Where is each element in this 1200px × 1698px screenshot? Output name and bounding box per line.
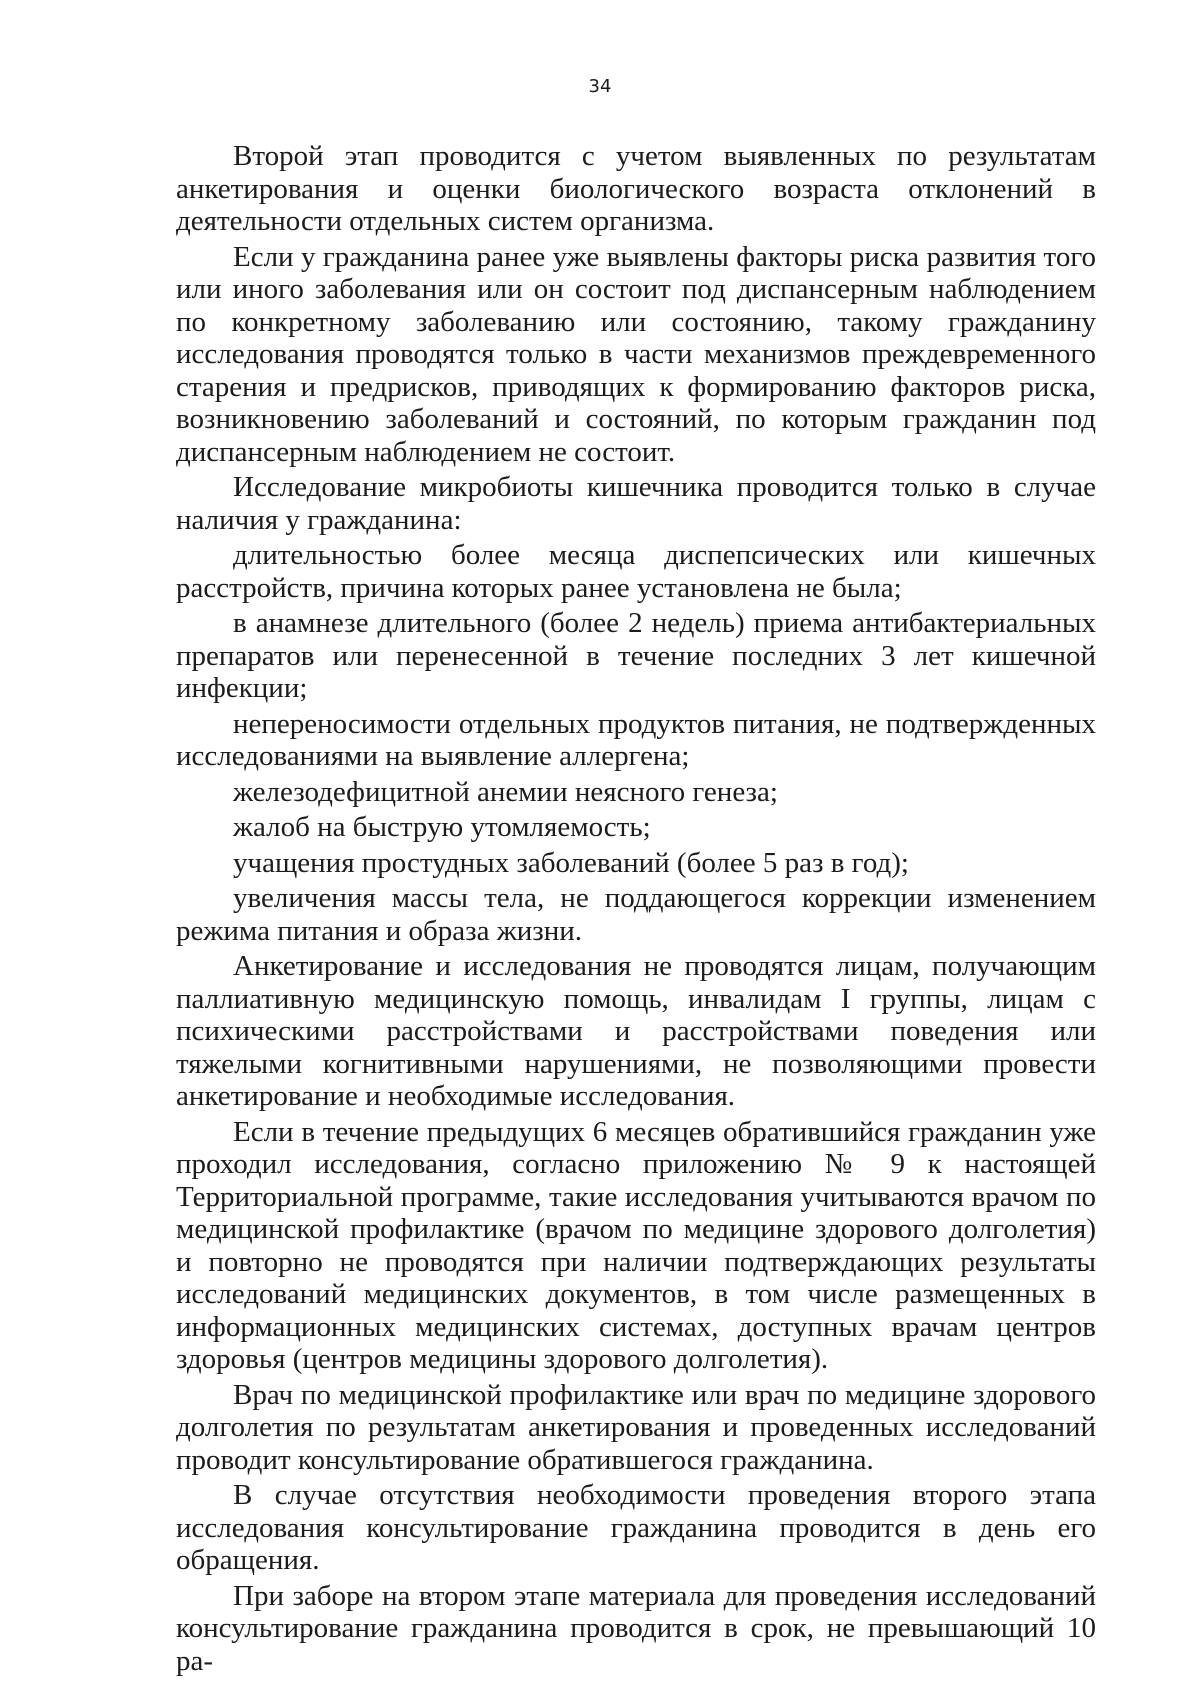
paragraph: Второй этап проводится с учетом выявленных по результатам анкетирования и оценки биологического возраста отклонений в деятельности отдельных систем организма.	[176, 140, 1096, 237]
list-item: учащения простудных заболеваний (более 5 раз в год);	[233, 846, 909, 879]
list-item: непереносимости отдельных продуктов питания, не подтвержденных исследованиями на выявление аллергена;	[176, 707, 1096, 772]
list-item: железодефицитной анемии неясного генеза;	[233, 775, 778, 808]
list-item: в анамнезе длительного (более 2 недель) приема антибактериальных препаратов или перенесенной в течение последних 3 лет кишечной инфекции;	[176, 607, 1096, 704]
paragraph: Анкетирование и исследования не проводятся лицам, получающим паллиативную медицинскую помощь, инвалидам I группы, лицам с психическими расстройствами и расстройствами поведения или тяжелыми когнитивными нарушениями, не позволяющими провести анкетирование и необходимые исследования.	[176, 950, 1096, 1112]
paragraph: Если в течение предыдущих 6 месяцев обратившийся гражданин уже проходил исследования, согласно приложению № 9 к настоящей Территориальной программе, такие исследования учитываются врачом по медицинской профилактике (врачом по медицине здорового долголетия) и повторно не проводятся при наличии подтверждающих результаты исследований медицинских документов, в том числе размещенных в информационных медицинских системах, доступных врачам центров здоровья (центров медицины здорового долголетия).	[176, 1115, 1096, 1375]
paragraph: Исследование микробиоты кишечника проводится только в случае наличия у гражданина:	[176, 471, 1096, 536]
paragraph: Врач по медицинской профилактике или врач по медицине здорового долголетия по результатам анкетирования и проведенных исследований проводит консультирование обратившегося гражданина.	[176, 1378, 1096, 1476]
paragraph: Если у гражданина ранее уже выявлены факторы риска развития того или иного заболевания или он состоит под диспансерным наблюдением по конкретному заболеванию или состоянию, такому гражданину исследования проводятся только в части механизмов преждевременного старения и предрисков, приводящих к формированию факторов риска, возникновению заболеваний и состояний, по которым гражданин под диспансерным наблюдением не состоит.	[176, 240, 1096, 468]
document-body	[176, 140, 1096, 1677]
list-item: увеличения массы тела, не поддающегося коррекции изменением режима питания и образа жизни.	[176, 882, 1096, 947]
paragraph: В случае отсутствия необходимости проведения второго этапа исследования консультирование гражданина проводится в день его обращения.	[176, 1479, 1096, 1576]
page-number: 34	[588, 76, 612, 97]
paragraph: При заборе на втором этапе материала для проведения исследований консультирование гражданина проводится в срок, не превышающий 10 ра-	[176, 1579, 1096, 1677]
list-item: жалоб на быструю утомляемость;	[233, 811, 651, 843]
list-item: длительностью более месяца диспепсических или кишечных расстройств, причина которых ранее установлена не была;	[176, 539, 1096, 604]
